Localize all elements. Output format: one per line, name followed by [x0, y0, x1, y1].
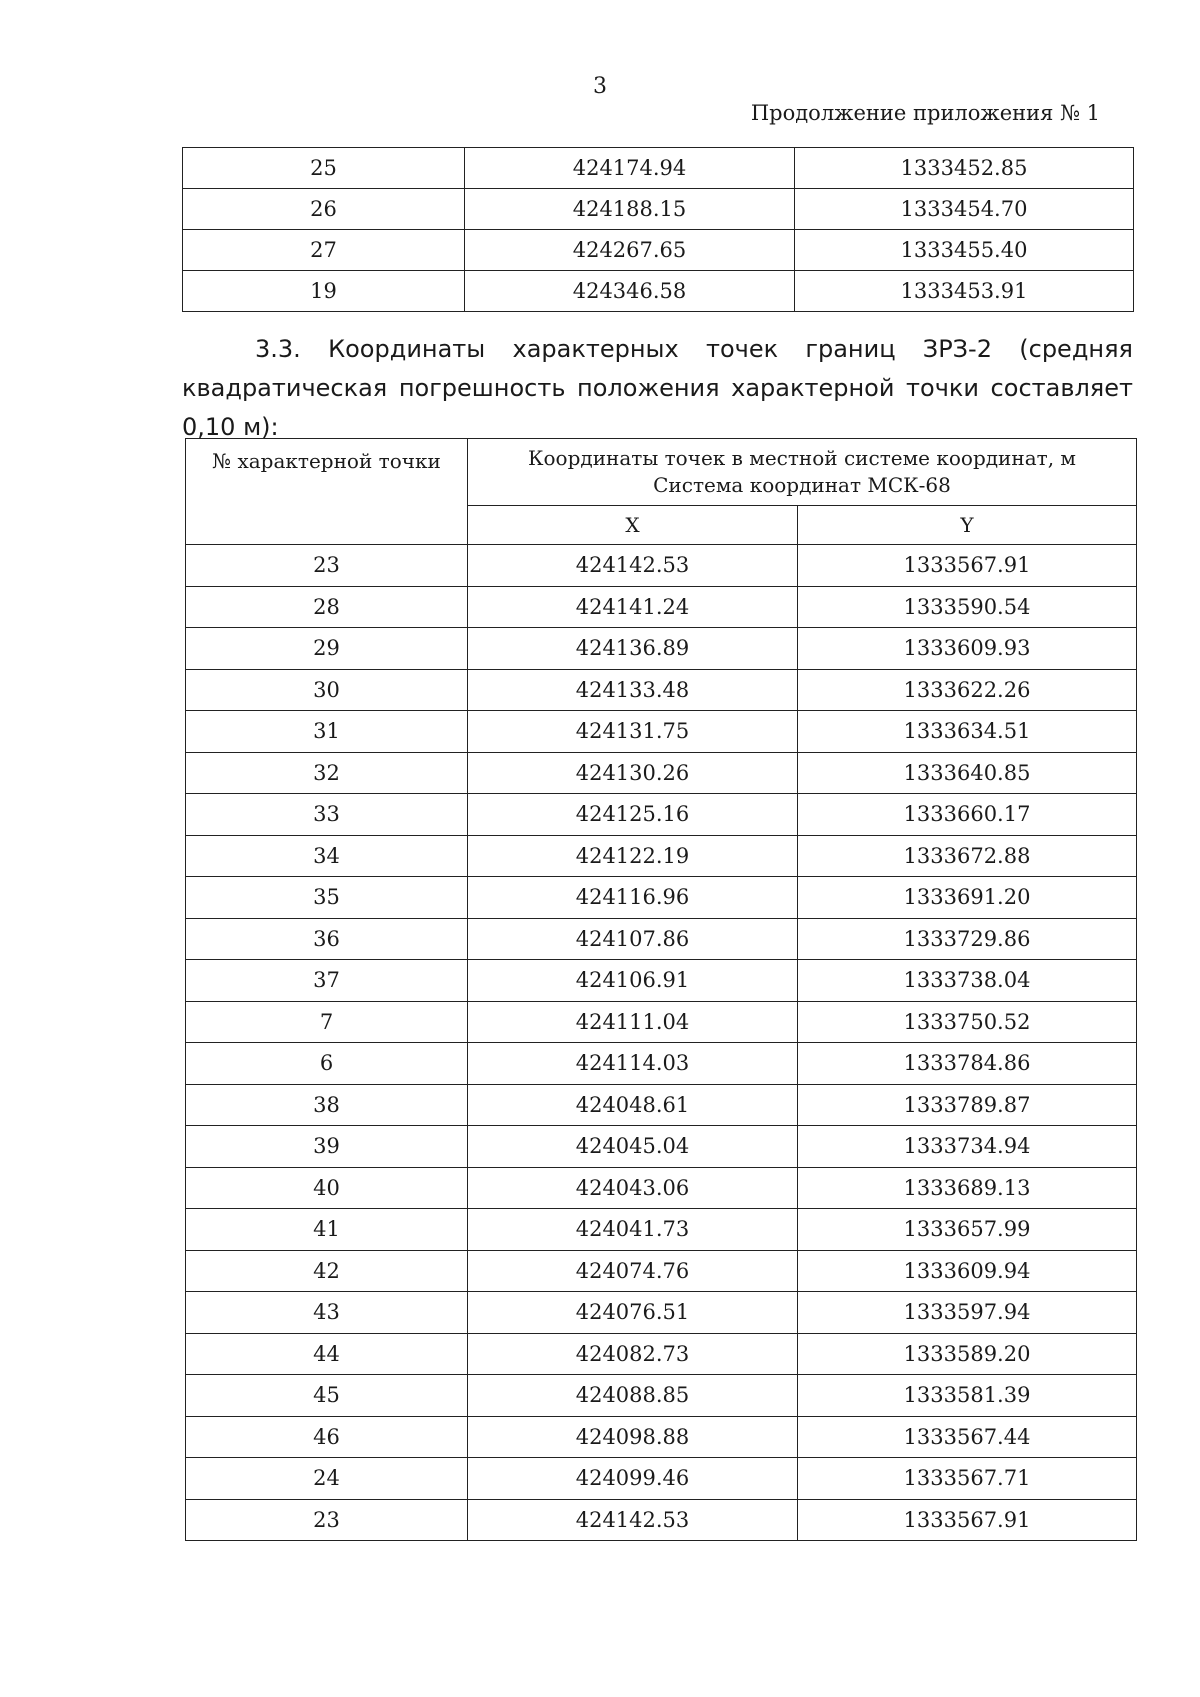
cell-y: 1333657.99 [798, 1209, 1137, 1251]
cell-point-number: 27 [183, 230, 465, 271]
table-row [186, 586, 1137, 628]
cell-y: 1333454.70 [795, 189, 1134, 230]
cell-y: 1333567.44 [798, 1416, 1137, 1458]
cell-point-number: 31 [186, 711, 468, 753]
cell-x: 424076.51 [468, 1292, 798, 1334]
table-row [186, 628, 1137, 670]
table-row [186, 1043, 1137, 1085]
cell-point-number: 43 [186, 1292, 468, 1334]
cell-x: 424125.16 [468, 794, 798, 836]
table-row [186, 1416, 1137, 1458]
cell-x: 424141.24 [468, 586, 798, 628]
table-body [186, 545, 1137, 1541]
section-paragraph [182, 330, 1133, 447]
cell-y: 1333567.71 [798, 1458, 1137, 1500]
cell-point-number: 46 [186, 1416, 468, 1458]
cell-x: 424082.73 [468, 1333, 798, 1375]
cell-x: 424122.19 [468, 835, 798, 877]
cell-point-number: 44 [186, 1333, 468, 1375]
cell-y: 1333455.40 [795, 230, 1134, 271]
cell-x: 424136.89 [468, 628, 798, 670]
header-coordinates-line1: Координаты точек в местной системе координат, м [528, 446, 1076, 470]
table-row [186, 669, 1137, 711]
cell-y: 1333609.93 [798, 628, 1137, 670]
cell-y: 1333734.94 [798, 1126, 1137, 1168]
table-row [186, 1375, 1137, 1417]
cell-x: 424174.94 [465, 148, 795, 189]
cell-x: 424099.46 [468, 1458, 798, 1500]
cell-x: 424111.04 [468, 1001, 798, 1043]
cell-point-number: 38 [186, 1084, 468, 1126]
table-row [186, 1126, 1137, 1168]
cell-y: 1333691.20 [798, 877, 1137, 919]
table-row [186, 752, 1137, 794]
cell-x: 424107.86 [468, 918, 798, 960]
cell-y: 1333789.87 [798, 1084, 1137, 1126]
cell-point-number: 24 [186, 1458, 468, 1500]
page-number: 3 [593, 74, 607, 99]
cell-y: 1333640.85 [798, 752, 1137, 794]
table-row [186, 918, 1137, 960]
cell-point-number: 23 [186, 545, 468, 587]
cell-y: 1333453.91 [795, 271, 1134, 312]
table-row [186, 1458, 1137, 1500]
cell-point-number: 37 [186, 960, 468, 1002]
cell-x: 424106.91 [468, 960, 798, 1002]
cell-x: 424131.75 [468, 711, 798, 753]
cell-x: 424043.06 [468, 1167, 798, 1209]
cell-x: 424116.96 [468, 877, 798, 919]
cell-y: 1333567.91 [798, 1499, 1137, 1541]
cell-point-number: 39 [186, 1126, 468, 1168]
cell-y: 1333784.86 [798, 1043, 1137, 1085]
cell-y: 1333750.52 [798, 1001, 1137, 1043]
cell-point-number: 41 [186, 1209, 468, 1251]
table-row [186, 960, 1137, 1002]
table-row [186, 835, 1137, 877]
cell-point-number: 23 [186, 1499, 468, 1541]
table-row [186, 877, 1137, 919]
table-row [186, 711, 1137, 753]
cell-x: 424142.53 [468, 1499, 798, 1541]
cell-y: 1333672.88 [798, 835, 1137, 877]
table-row [186, 1499, 1137, 1541]
cell-point-number: 42 [186, 1250, 468, 1292]
cell-point-number: 45 [186, 1375, 468, 1417]
coordinates-table [185, 438, 1137, 1541]
cell-x: 424048.61 [468, 1084, 798, 1126]
table-row [186, 1333, 1137, 1375]
cell-point-number: 32 [186, 752, 468, 794]
table-row [186, 1167, 1137, 1209]
cell-y: 1333634.51 [798, 711, 1137, 753]
cell-x: 424133.48 [468, 669, 798, 711]
cell-y: 1333689.13 [798, 1167, 1137, 1209]
table-row [186, 545, 1137, 587]
cell-point-number: 34 [186, 835, 468, 877]
cell-y: 1333609.94 [798, 1250, 1137, 1292]
coordinates-table-continued [182, 147, 1134, 312]
cell-y: 1333567.91 [798, 545, 1137, 587]
cell-x: 424045.04 [468, 1126, 798, 1168]
cell-point-number: 19 [183, 271, 465, 312]
section-text: Координаты характерных точек границ ЗРЗ-2 (средняя квадратическая погрешность положения характерной точки составляет 0,10 м): [182, 335, 1133, 441]
table-row [186, 1084, 1137, 1126]
cell-point-number: 6 [186, 1043, 468, 1085]
cell-point-number: 7 [186, 1001, 468, 1043]
cell-point-number: 26 [183, 189, 465, 230]
table-row [186, 794, 1137, 836]
cell-x: 424346.58 [465, 271, 795, 312]
table-row [183, 271, 1134, 312]
appendix-note: Продолжение приложения № 1 [750, 101, 1100, 125]
cell-x: 424188.15 [465, 189, 795, 230]
section-number: 3.3. [255, 335, 301, 363]
table-row [186, 1292, 1137, 1334]
table-header [186, 439, 1137, 545]
cell-point-number: 30 [186, 669, 468, 711]
table-row [186, 1001, 1137, 1043]
cell-y: 1333597.94 [798, 1292, 1137, 1334]
cell-point-number: 28 [186, 586, 468, 628]
cell-point-number: 29 [186, 628, 468, 670]
cell-x: 424114.03 [468, 1043, 798, 1085]
cell-y: 1333729.86 [798, 918, 1137, 960]
cell-point-number: 25 [183, 148, 465, 189]
cell-x: 424267.65 [465, 230, 795, 271]
cell-y: 1333581.39 [798, 1375, 1137, 1417]
header-y: Y [798, 506, 1137, 545]
cell-y: 1333589.20 [798, 1333, 1137, 1375]
table-row [183, 230, 1134, 271]
header-coordinates-line2: Система координат МСК-68 [653, 473, 951, 497]
cell-y: 1333660.17 [798, 794, 1137, 836]
cell-point-number: 35 [186, 877, 468, 919]
cell-point-number: 36 [186, 918, 468, 960]
cell-y: 1333452.85 [795, 148, 1134, 189]
cell-y: 1333738.04 [798, 960, 1137, 1002]
table-row [183, 189, 1134, 230]
cell-point-number: 40 [186, 1167, 468, 1209]
cell-point-number: 33 [186, 794, 468, 836]
header-x: X [468, 506, 798, 545]
cell-y: 1333590.54 [798, 586, 1137, 628]
table-row [186, 1250, 1137, 1292]
cell-y: 1333622.26 [798, 669, 1137, 711]
cell-x: 424041.73 [468, 1209, 798, 1251]
cell-x: 424088.85 [468, 1375, 798, 1417]
cell-x: 424098.88 [468, 1416, 798, 1458]
header-coordinates [468, 439, 1137, 506]
table-row [183, 148, 1134, 189]
cell-x: 424142.53 [468, 545, 798, 587]
cell-x: 424130.26 [468, 752, 798, 794]
table-row [186, 1209, 1137, 1251]
header-point-number: № характерной точки [186, 439, 468, 545]
cell-x: 424074.76 [468, 1250, 798, 1292]
table-body [183, 148, 1134, 312]
